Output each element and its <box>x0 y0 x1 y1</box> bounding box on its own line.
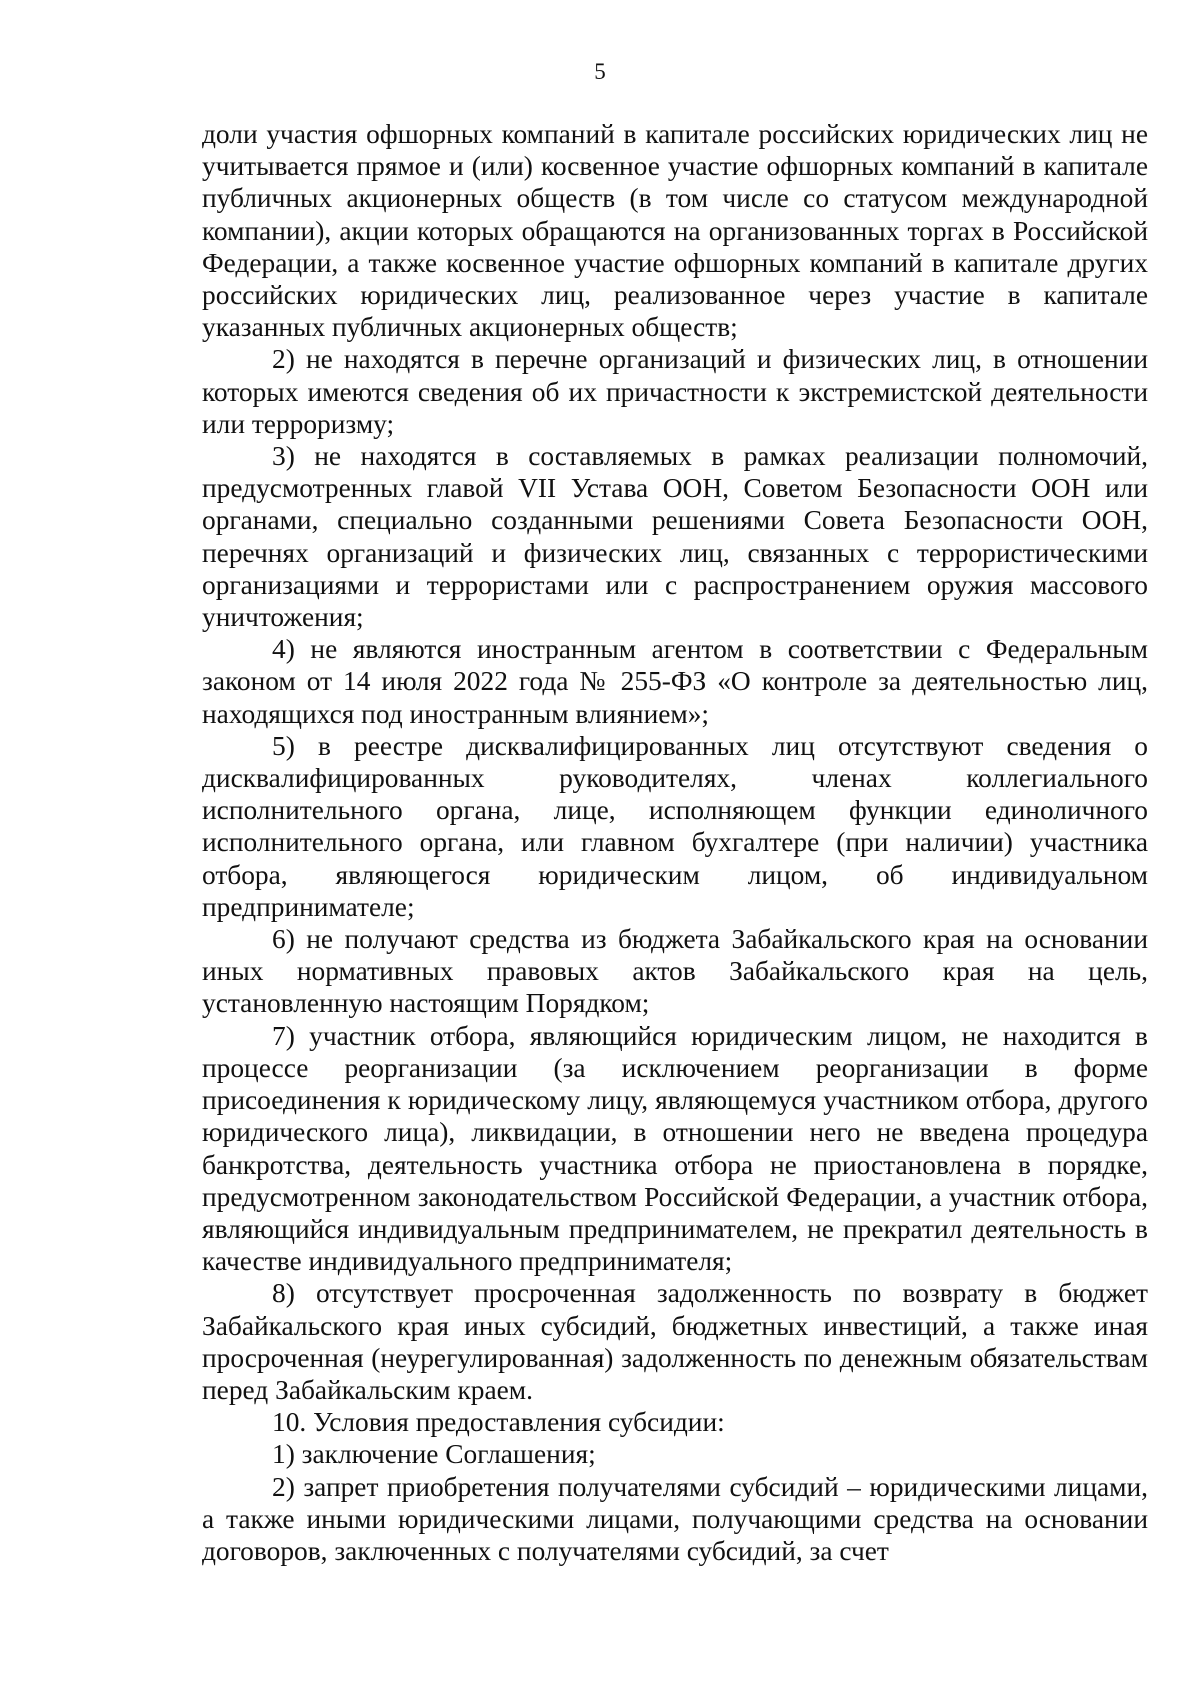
paragraph-item-8: 8) отсутствует просроченная задолженность по возврату в бюджет Забайкальского края иных субсидий, бюджетных инвестиций, а также иная просроченная (неурегулированная) задолженность по денежным обязательствам перед Забайкальским краем. <box>202 1278 1148 1405</box>
section-heading-10: 10. Условия предоставления субсидии: <box>272 1407 725 1438</box>
paragraph-item-5: 5) в реестре дисквалифицированных лиц отсутствуют сведения о дисквалифицированных руководителях, членах коллегиального исполнительного органа, лице, исполняющем функции единоличного исполнительного органа, или главном бухгалтере (при наличии) участника отбора, являющегося юридическим лицом, об индивидуальном предпринимателе; <box>202 730 1148 922</box>
paragraph-item-4: 4) не являются иностранным агентом в соответствии с Федеральным законом от 14 июля 2022 года № 255-ФЗ «О контроле за деятельностью лиц, находящихся под иностранным влиянием»; <box>202 634 1148 729</box>
paragraph-item-3: 3) не находятся в составляемых в рамках реализации полномочий, предусмотренных главой VII Устава ООН, Советом Безопасности ООН или органами, специально созданными решениями Совета Безопасности ООН, перечнях организаций и физических лиц, связанных с террористическими организациями и террористами или с распространением оружия массового уничтожения; <box>202 441 1148 633</box>
paragraph-item-6: 6) не получают средства из бюджета Забайкальского края на основании иных нормативных правовых актов Забайкальского края на цель, установленную настоящим Порядком; <box>202 924 1148 1019</box>
page-number: 5 <box>594 59 606 84</box>
paragraph-item-7: 7) участник отбора, являющийся юридическим лицом, не находится в процессе реорганизации (за исключением реорганизации в форме присоединения к юридическому лицу, являющемуся участником отбора, другого юридического лица), ликвидации, в отношении него не введена процедура банкротства, деятельность участника отбора не приостановлена в порядке, предусмотренном законодательством Российской Федерации, а участник отбора, являющийся индивидуальным предпринимателем, не прекратил деятельность в качестве индивидуального предпринимателя; <box>202 1020 1148 1277</box>
paragraph-continuation: доли участия офшорных компаний в капитале российских юридических лиц не учитывается прямое и (или) косвенное участие офшорных компаний в капитале публичных акционерных обществ (в том числе со статусом международной компании), акции которых обращаются на организованных торгах в Российской Федерации, а также косвенное участие офшорных компаний в капитале других российских юридических лиц, реализованное через участие в капитале указанных публичных акционерных обществ; <box>202 119 1148 343</box>
condition-item-1: 1) заключение Соглашения; <box>272 1439 596 1470</box>
document-body <box>202 118 1148 1567</box>
paragraph-item-2: 2) не находятся в перечне организаций и физических лиц, в отношении которых имеются сведения об их причастности к экстремистской деятельности или терроризму; <box>202 344 1148 439</box>
condition-item-2: 2) запрет приобретения получателями субсидий – юридическими лицами, а также иными юридическими лицами, получающими средства на основании договоров, заключенных с получателями субсидий, за счет <box>202 1471 1148 1566</box>
